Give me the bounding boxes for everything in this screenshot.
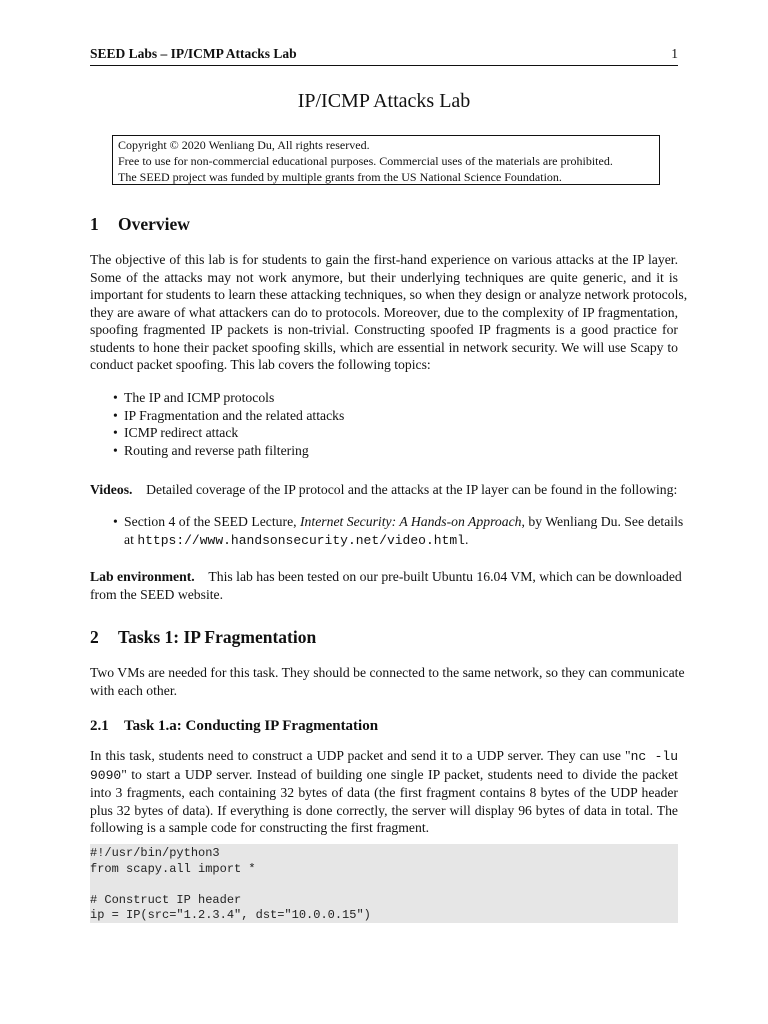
- list-item: [113, 513, 684, 531]
- copyright-line: Copyright © 2020 Wenliang Du, All rights reserved.: [118, 138, 370, 152]
- copyright-line: The SEED project was funded by multiple grants from the US National Science Foundation.: [118, 170, 562, 184]
- paragraph-line: following is a sample code for constructing the first fragment.: [90, 820, 430, 835]
- lab-environment-paragraph: [90, 568, 682, 603]
- lab-environment-text: This lab has been tested on our pre-built Ubuntu 16.04 VM, which can be downloaded: [208, 569, 682, 584]
- inline-code: nc -lu: [630, 749, 678, 764]
- bullet-icon: •: [113, 390, 118, 405]
- subsection-title: Task 1.a: Conducting IP Fragmentation: [124, 718, 379, 734]
- video-item-suffix: , by Wenliang Du. See details: [521, 514, 684, 529]
- section-number: 1: [90, 214, 99, 234]
- code-line: [90, 877, 678, 893]
- copyright-box: [112, 135, 660, 185]
- list-item-text: The IP and ICMP protocols: [124, 390, 275, 405]
- section-heading-tasks1: [90, 627, 316, 648]
- list-item: [113, 424, 344, 442]
- text-fragment: " to start a UDP server. Instead of building one single IP packet, students need to divide the packet: [121, 766, 678, 782]
- tasks1-paragraph: [90, 664, 685, 699]
- code-line: # Construct IP header: [90, 892, 242, 907]
- task1a-paragraph: [90, 747, 678, 837]
- paragraph-line: students to hone their packet spoofing skills, which are essential in network security. We will use Scapy to: [90, 339, 678, 355]
- paragraph-line: [90, 766, 678, 785]
- list-item: [113, 407, 344, 425]
- text-fragment: In this task, students need to construct a UDP packet and send it to a UDP server. They can use ": [90, 748, 631, 763]
- paragraph-line: spoofing fragmented IP packets is non-trivial. Constructing spoofed IP fragments is a good practice for: [90, 322, 678, 337]
- videos-text: Detailed coverage of the IP protocol and the attacks at the IP layer can be found in the following:: [146, 482, 678, 497]
- list-item-text: Routing and reverse path filtering: [124, 443, 309, 459]
- paragraph-line: from the SEED website.: [90, 586, 224, 602]
- topics-list: [113, 389, 344, 460]
- paragraph-line: [90, 481, 678, 499]
- video-item-prefix: Section 4 of the SEED Lecture,: [124, 514, 300, 529]
- section-title: Tasks 1: IP Fragmentation: [118, 627, 317, 647]
- header-rule: [90, 65, 678, 66]
- paragraph-line: important for students to learn these attacking techniques, so when they design or analyze network protocols,: [90, 287, 688, 302]
- copyright-line: Free to use for non-commercial educational purposes. Commercial uses of the materials are prohibited.: [118, 154, 613, 168]
- bullet-icon: •: [113, 443, 118, 459]
- paragraph-line: [90, 568, 682, 586]
- overview-paragraph: [90, 251, 688, 374]
- paragraph-line: with each other.: [90, 682, 178, 698]
- list-item: [113, 442, 344, 460]
- code-line: #!/usr/bin/python3: [90, 846, 220, 860]
- bullet-icon: •: [113, 407, 118, 423]
- paragraph-line: Some of the attacks may not work anymore, but their underlying techniques are quite generic, and it is: [90, 269, 678, 285]
- inline-code: 9090: [90, 767, 122, 783]
- videos-list: [113, 513, 684, 549]
- code-block: [90, 844, 678, 923]
- bullet-icon: •: [113, 425, 118, 441]
- section-number: 2: [90, 627, 99, 647]
- running-header-title: SEED Labs – IP/ICMP Attacks Lab: [90, 46, 297, 61]
- page-number: 1: [671, 46, 678, 61]
- paragraph-line: [90, 747, 678, 766]
- list-item: [113, 389, 344, 407]
- book-title: Internet Security: A Hands-on Approach: [300, 514, 522, 529]
- videos-paragraph: [90, 481, 678, 499]
- paragraph-line: conduct packet spoofing. This lab covers the following topics:: [90, 357, 431, 372]
- video-item-at: at: [124, 531, 138, 547]
- section-title: Overview: [118, 214, 190, 234]
- list-item-text: IP Fragmentation and the related attacks: [124, 407, 345, 423]
- paragraph-line: plus 32 bytes of data). If everything is done correctly, the server will display 96 bytes of data in total. The: [90, 802, 678, 818]
- paragraph-line: they are aware of what attackers can do to protocols. Moreover, due to the complexity of IP fragmentation,: [90, 304, 678, 320]
- lab-environment-label: Lab environment.: [90, 569, 195, 584]
- subsection-heading-task1a: [90, 718, 378, 735]
- paragraph-line: Two VMs are needed for this task. They should be connected to the same network, so they can communicate: [90, 665, 685, 680]
- paragraph-line: The objective of this lab is for students to gain the first-hand experience on various attacks at the IP layer.: [90, 252, 678, 267]
- code-line: from scapy.all import *: [90, 861, 256, 876]
- list-item-text: ICMP redirect attack: [124, 425, 239, 441]
- video-item-end: .: [464, 531, 469, 547]
- paragraph-line: into 3 fragments, each containing 32 bytes of data (the first fragment contains 8 bytes of the UDP header: [90, 785, 678, 800]
- bullet-icon: •: [113, 514, 118, 529]
- list-item-continuation: [113, 531, 678, 550]
- document-title: IP/ICMP Attacks Lab: [297, 90, 471, 112]
- video-url-link[interactable]: https://www.handsonsecurity.net/video.html: [137, 532, 465, 548]
- code-line: ip = IP(src="1.2.3.4", dst="10.0.0.15"): [90, 908, 371, 922]
- videos-label: Videos.: [90, 482, 133, 497]
- section-heading-overview: [90, 214, 190, 235]
- subsection-number: 2.1: [90, 718, 109, 734]
